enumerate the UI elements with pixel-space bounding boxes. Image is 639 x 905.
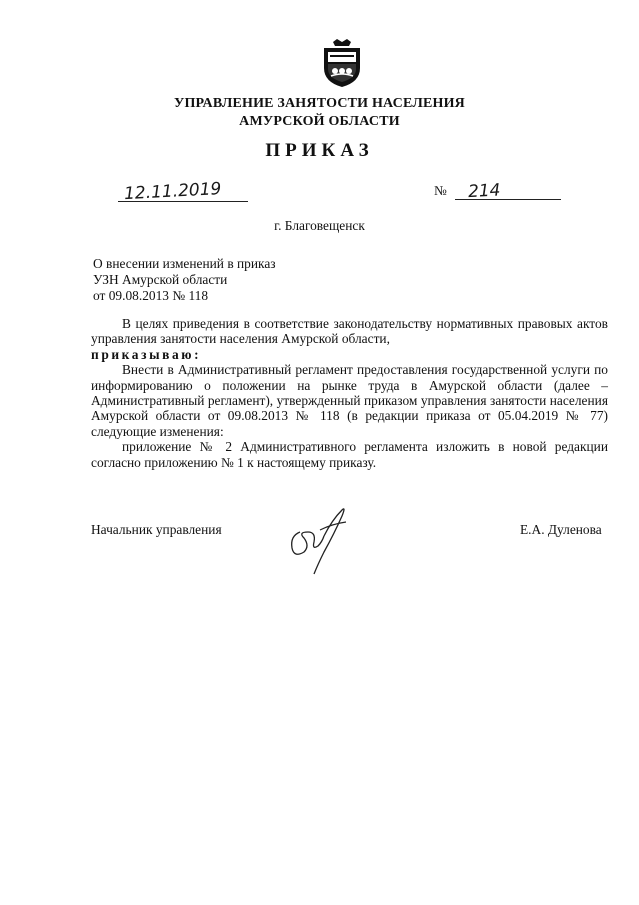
coat-of-arms-emblem (319, 38, 365, 88)
organization-name-line2: АМУРСКОЙ ОБЛАСТИ (239, 114, 400, 129)
order-word: приказываю: (91, 346, 202, 362)
order-number: 214 (467, 180, 501, 203)
subject-block (93, 256, 276, 304)
signatory-position: Начальник управления (91, 522, 222, 537)
preamble-paragraph: В целях приведения в соответствие законодательству нормативных правовых актов управления занятости населения Амурской области, (91, 316, 608, 347)
date-underline (118, 201, 248, 202)
number-underline (455, 199, 561, 200)
subject-line2: УЗН Амурской области (93, 272, 228, 287)
order-date: 12.11.2019 (123, 179, 222, 205)
item2-paragraph: приложение № 2 Административного регламента изложить в новой редакции согласно приложению № 1 к настоящему приказу. (91, 439, 608, 470)
city: г. Благовещенск (274, 218, 365, 233)
signatory-name: Е.А. Дуленова (520, 522, 602, 537)
document-title: ПРИКАЗ (265, 140, 374, 161)
organization-name-line1: УПРАВЛЕНИЕ ЗАНЯТОСТИ НАСЕЛЕНИЯ (173, 96, 465, 111)
number-label: № (434, 183, 447, 198)
order-body (91, 316, 608, 470)
item1-paragraph: Внести в Административный регламент предоставления государственной услуги по информированию о положении на рынке труда в Амурской области (далее – Административный регламент), утвержденный приказом управления занятости населения Амурской области от 09.08.2013 № 118 (в редакции приказа от 05.04.2019 № 77) следующие изменения: (91, 362, 608, 439)
subject-line3: от 09.08.2013 № 118 (93, 288, 209, 303)
subject-line1: О внесении изменений в приказ (93, 256, 276, 271)
handwritten-signature (280, 502, 360, 580)
